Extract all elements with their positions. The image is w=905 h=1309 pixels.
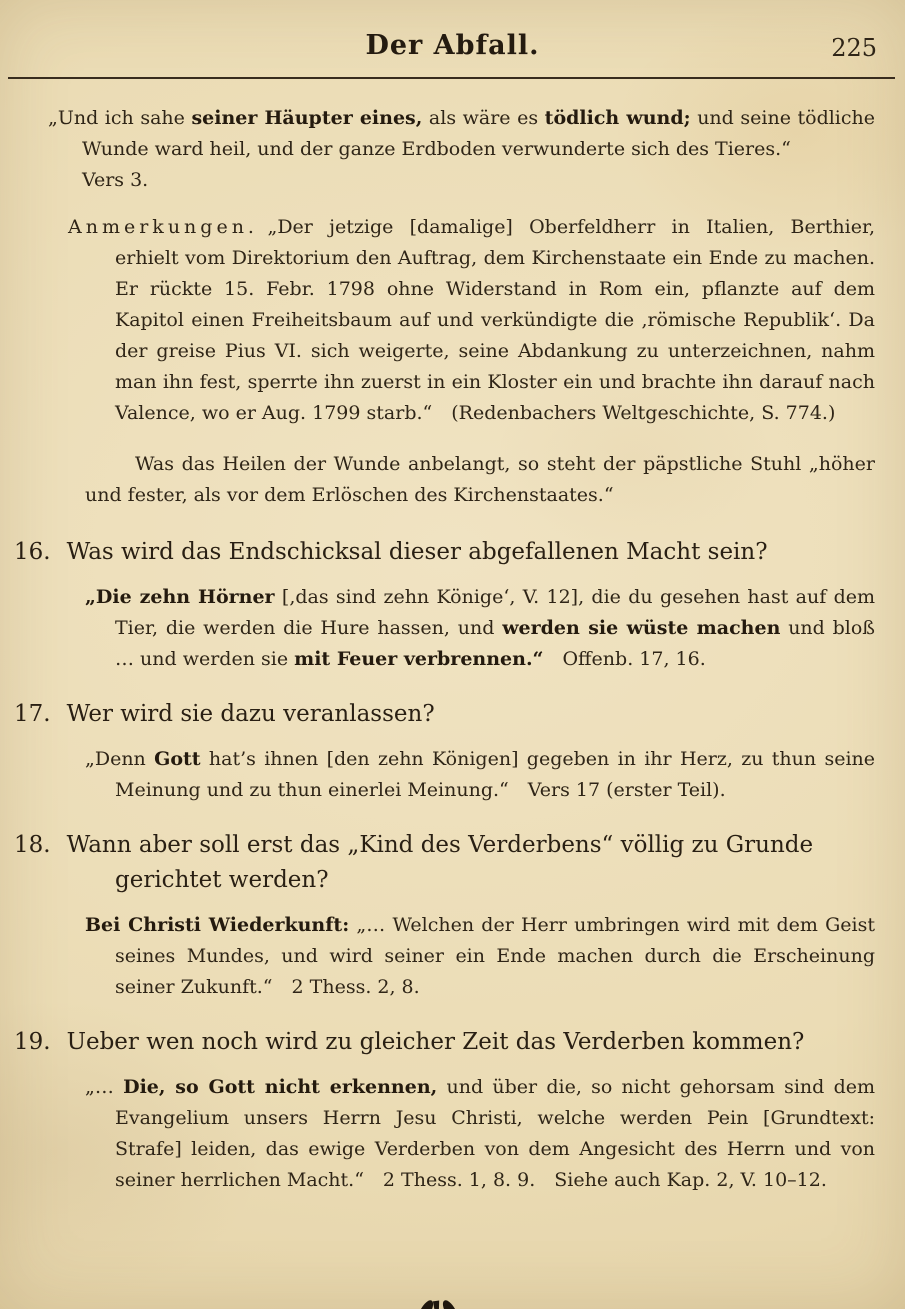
- text-run: mit Feuer verbrennen.“: [294, 648, 544, 670]
- text-run: tödlich wund;: [544, 107, 691, 129]
- question-16: [0, 535, 875, 570]
- text-run: Offenb. 17, 16.: [543, 648, 706, 670]
- question-block-18: [0, 828, 875, 1003]
- text-run: „Der jetzige [damalige] Oberfeldherr in Italien, Berthier, erhielt vom Direktorium den Auftrag, dem Kirchenstaate ein Ende zu machen. Er rückte 15. Febr. 1798 ohne Widerstand in Rom ein, pflanzte auf dem Kapitol einen Freiheitsbaum auf und verkündigte die ‚römische Republik‘. Da der greise Pius VI. sich weigerte, seine Abdankung zu unterzeichnen, nahm man ihn fest, sperrte ihn zuerst in ein Kloster ein und brachte ihn darauf nach Valence, wo er Aug. 1799 starb.“: [115, 216, 875, 424]
- text-run: 2 Thess. 1, 8. 9. Siehe auch Kap. 2, V. 10–12.: [363, 1169, 827, 1191]
- running-title: Der Abfall.: [365, 30, 540, 61]
- annotations-paragraph: [0, 212, 875, 429]
- text-run: [‚das sind zehn Könige‘, V. 12], die du gesehen hast auf dem Tier, die werden die Hure hassen, und: [115, 586, 875, 639]
- question-text: Wann aber soll erst das „Kind des Verderbens“ völlig zu Grunde gerichtet werden?: [66, 832, 814, 893]
- text-run: und über die, so nicht gehorsam sind dem Evangelium unsers Herrn Jesu Christi, welche werden Pein [Grundtext: Strafe] leiden, das ewige Verderben von dem Angesicht des Herrn und von seiner herrlichen Macht.“: [115, 1076, 875, 1191]
- question-text: Was wird das Endschicksal dieser abgefallenen Macht sein?: [66, 539, 768, 565]
- question-number: 19.: [14, 1029, 51, 1055]
- text-run: „… Welchen der Herr umbringen wird mit dem Geist seines Mundes, und wird seiner ein Ende machen durch die Erscheinung seiner Zukunft.“: [115, 914, 876, 998]
- text-run: „…: [85, 1076, 124, 1098]
- question-18: [0, 828, 875, 898]
- question-17: [0, 697, 875, 732]
- question-number: 16.: [14, 539, 51, 565]
- answer-18: [0, 910, 875, 1003]
- text-run: (Redenbachers Weltgeschichte, S. 774.): [432, 402, 836, 424]
- text-run: Anmerkungen.: [68, 216, 258, 238]
- text-run: Vers 17 (erster Teil).: [508, 779, 726, 801]
- text-run: und seine tödliche Wunde ward heil, und der ganze Erdboden verwunderte sich des Tieres.“: [82, 107, 876, 160]
- question-number: 18.: [14, 832, 51, 858]
- text-run: 2 Thess. 2, 8.: [272, 976, 420, 998]
- question-text: Wer wird sie dazu veranlassen?: [66, 701, 435, 727]
- text-run: „Und ich sahe: [48, 107, 192, 129]
- question-19: [0, 1025, 875, 1060]
- ornament-container: [0, 1292, 875, 1309]
- question-block-17: [0, 697, 875, 806]
- text-run: hat’s ihnen [den zehn Königen] gegeben in ihr Herz, zu thun seine Meinung und zu thun einerlei Meinung.“: [115, 748, 875, 801]
- text-run: und bloß … und werden sie: [115, 617, 875, 670]
- text-run: „Denn: [85, 748, 155, 770]
- text-run: als wäre es: [422, 107, 545, 129]
- text-run: Die, so Gott nicht erkennen,: [123, 1076, 438, 1098]
- text-run: seiner Häupter eines,: [191, 107, 423, 129]
- scripture-quote-vers3: [0, 103, 875, 165]
- text-run: Bei Christi Wiederkunft:: [85, 914, 350, 936]
- healing-note-paragraph: [0, 449, 875, 511]
- text-run: „Die zehn Hörner: [85, 586, 275, 608]
- question-block-16: [0, 535, 875, 675]
- answer-19: [0, 1072, 875, 1196]
- floral-vignette-ornament-icon: [268, 1292, 608, 1309]
- page-header: [0, 0, 905, 79]
- answer-16: [0, 582, 875, 675]
- question-number: 17.: [14, 701, 51, 727]
- header-rule: [8, 77, 895, 79]
- text-run: werden sie wüste machen: [502, 617, 781, 639]
- page-number: 225: [831, 34, 877, 62]
- scripture-reference-vers3: Vers 3.: [82, 169, 149, 191]
- page-body: [0, 79, 905, 1309]
- text-run: Was das Heilen der Wunde anbelangt, so steht der päpstliche Stuhl „höher und fester, als vor dem Erlöschen des Kirchenstaates.“: [85, 453, 875, 506]
- question-text: Ueber wen noch wird zu gleicher Zeit das Verderben kommen?: [66, 1029, 805, 1055]
- text-run: Gott: [154, 748, 201, 770]
- answer-17: [0, 744, 875, 806]
- question-block-19: [0, 1025, 875, 1196]
